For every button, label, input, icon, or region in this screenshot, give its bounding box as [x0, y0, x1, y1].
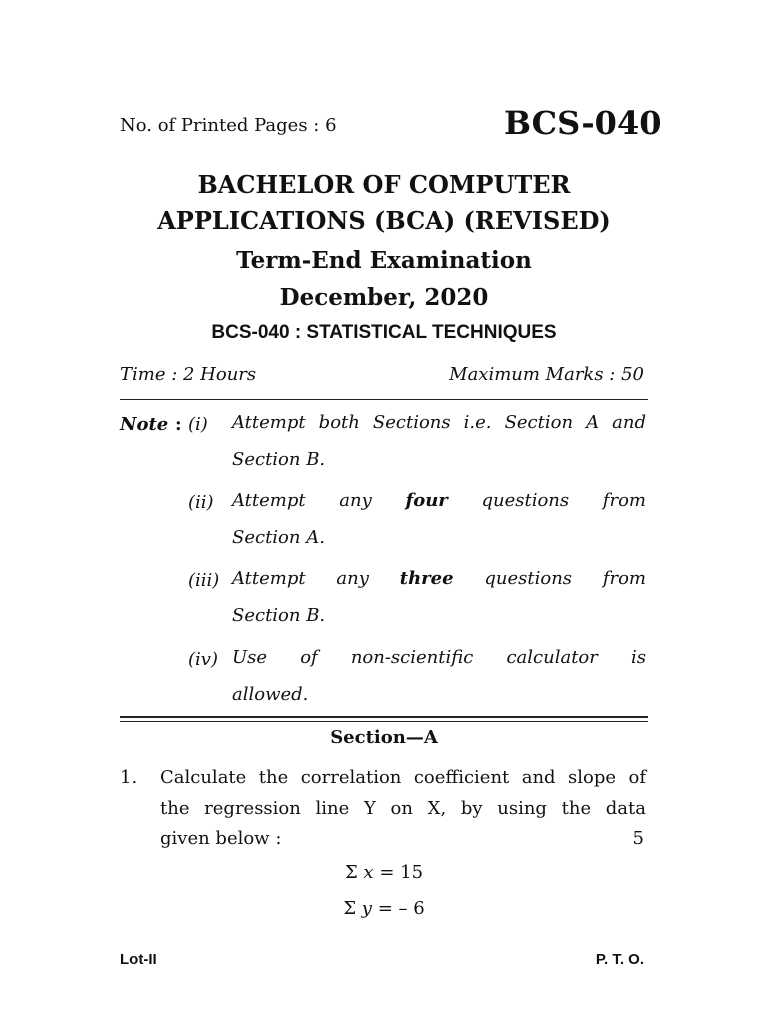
maximum-marks: Maximum Marks : 50	[449, 364, 644, 385]
note-text-part: Attempt any	[232, 568, 369, 589]
divider	[120, 721, 648, 722]
question-marks: 5	[632, 828, 644, 849]
exam-session: December, 2020	[279, 284, 489, 311]
question-text: the regression line Y on X, by using the data	[160, 798, 646, 819]
note-text-part: questions from	[484, 568, 646, 589]
paper-title: BCS-040 : STATISTICAL TECHNIQUES	[211, 322, 557, 343]
note-item-number: (i)	[188, 414, 208, 435]
course-code: BCS-040	[504, 104, 662, 142]
note-emphasis: three	[399, 568, 454, 589]
sigma-symbol: Σ	[344, 862, 358, 883]
note-colon: :	[175, 414, 182, 435]
equation-value: = 15	[379, 862, 424, 883]
note-item-number: (ii)	[188, 492, 214, 513]
exam-name: Term-End Examination	[236, 247, 532, 274]
note-item-text: Attempt both Sections i.e. Section A and	[232, 412, 646, 433]
lot-label: Lot-II	[120, 951, 157, 968]
question-number: 1.	[120, 767, 138, 788]
divider	[120, 716, 648, 718]
equation	[0, 862, 768, 883]
note-item-text: Use of non-scientific calculator is	[232, 647, 646, 668]
title-line-2: APPLICATIONS (BCA) (REVISED)	[157, 206, 611, 235]
divider	[120, 399, 648, 400]
note-item-text: allowed.	[232, 684, 309, 705]
section-heading: Section—A	[330, 727, 438, 748]
printed-pages: No. of Printed Pages : 6	[120, 115, 337, 136]
question-text: Calculate the correlation coefficient and slope of	[160, 767, 646, 788]
time-allowed: Time : 2 Hours	[120, 364, 257, 385]
note-text-part: questions from	[481, 490, 646, 511]
title-line-1: BACHELOR OF COMPUTER	[197, 170, 571, 199]
equation	[0, 898, 768, 919]
note-item-text: Section B.	[232, 449, 326, 470]
equation-value: = – 6	[377, 898, 425, 919]
variable: y	[361, 898, 372, 919]
note-item-text	[232, 492, 646, 510]
note-item-text	[232, 570, 646, 588]
note-label: Note	[120, 414, 169, 435]
note-item-number: (iii)	[188, 570, 220, 591]
question-text: given below :	[160, 828, 282, 849]
note-text-part: Attempt any	[232, 490, 372, 511]
pto-label: P. T. O.	[595, 951, 644, 968]
note-emphasis: four	[405, 490, 448, 511]
note-item-number: (iv)	[188, 649, 218, 670]
note-item-text: Section A.	[232, 527, 325, 548]
sigma-symbol: Σ	[343, 898, 357, 919]
variable: x	[363, 862, 374, 883]
note-item-text: Section B.	[232, 605, 326, 626]
